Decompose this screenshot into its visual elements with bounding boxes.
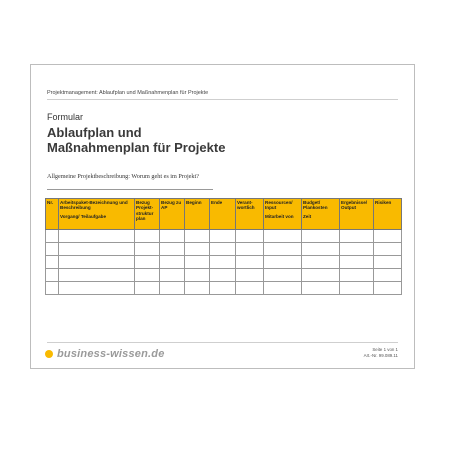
table-cell[interactable] xyxy=(59,243,135,256)
page-title xyxy=(47,125,225,155)
table-cell[interactable] xyxy=(374,243,402,256)
column-header-sublabel: Zeit xyxy=(303,213,312,219)
table-row xyxy=(46,269,402,282)
column-header xyxy=(135,199,160,230)
table-cell[interactable] xyxy=(185,243,210,256)
table-cell[interactable] xyxy=(236,230,264,243)
document-breadcrumb: Projektmanagement: Ablaufplan und Maßnahmenplan für Projekte xyxy=(47,90,209,96)
table-cell[interactable] xyxy=(340,282,374,295)
table-cell[interactable] xyxy=(302,269,340,282)
table-body xyxy=(46,230,402,295)
table-row xyxy=(46,256,402,269)
title-line-2: Maßnahmenplan für Projekte xyxy=(47,140,226,155)
table-cell[interactable] xyxy=(135,256,160,269)
table-cell[interactable] xyxy=(210,256,236,269)
general-description-line xyxy=(47,189,213,190)
table-cell[interactable] xyxy=(46,243,59,256)
table-cell[interactable] xyxy=(185,269,210,282)
table-cell[interactable] xyxy=(160,282,185,295)
plan-table xyxy=(45,198,402,295)
form-label: Formular xyxy=(47,112,84,122)
document-sheet xyxy=(30,64,415,369)
column-header xyxy=(160,199,185,230)
column-header-label: Ergebnisse/ Output xyxy=(341,200,368,211)
table-cell[interactable] xyxy=(135,230,160,243)
table-cell[interactable] xyxy=(264,230,302,243)
table-cell[interactable] xyxy=(210,282,236,295)
table-cell[interactable] xyxy=(135,243,160,256)
table-cell[interactable] xyxy=(374,269,402,282)
table-cell[interactable] xyxy=(160,230,185,243)
logo-text: business-wissen.de xyxy=(57,348,165,360)
table-cell[interactable] xyxy=(59,269,135,282)
table-cell[interactable] xyxy=(210,230,236,243)
column-header xyxy=(340,199,374,230)
table-cell[interactable] xyxy=(160,256,185,269)
table-cell[interactable] xyxy=(264,269,302,282)
table-cell[interactable] xyxy=(264,282,302,295)
table-cell[interactable] xyxy=(236,269,264,282)
table-cell[interactable] xyxy=(185,230,210,243)
table-cell[interactable] xyxy=(374,282,402,295)
table-cell[interactable] xyxy=(46,269,59,282)
table-cell[interactable] xyxy=(160,269,185,282)
column-header xyxy=(210,199,236,230)
column-header xyxy=(236,199,264,230)
table-row xyxy=(46,230,402,243)
table-cell[interactable] xyxy=(46,230,59,243)
column-header-label: Bezug zu AP xyxy=(161,200,182,211)
column-header-label: Budget/ Plankosten xyxy=(303,200,328,211)
table-cell[interactable] xyxy=(236,243,264,256)
general-description-label: Allgemeine Projektbeschreibung: Worum geht es im Projekt? xyxy=(47,173,199,180)
column-header-sublabel: Mitarbeit von xyxy=(265,213,294,219)
table-cell[interactable] xyxy=(302,256,340,269)
table-cell[interactable] xyxy=(46,256,59,269)
table-cell[interactable] xyxy=(135,269,160,282)
brand-logo xyxy=(45,348,165,360)
table-cell[interactable] xyxy=(302,243,340,256)
column-header-label: Arbeitspaket-Bezeichnung und Beschreibung xyxy=(60,200,128,211)
column-header xyxy=(46,199,59,230)
table-cell[interactable] xyxy=(340,243,374,256)
column-header-label: Beginn xyxy=(186,200,202,205)
header-divider xyxy=(47,99,398,100)
table-cell[interactable] xyxy=(185,256,210,269)
column-header xyxy=(185,199,210,230)
table-cell[interactable] xyxy=(46,282,59,295)
table-cell[interactable] xyxy=(185,282,210,295)
table-cell[interactable] xyxy=(374,230,402,243)
table-cell[interactable] xyxy=(340,230,374,243)
table-cell[interactable] xyxy=(160,243,185,256)
table-cell[interactable] xyxy=(264,256,302,269)
table-cell[interactable] xyxy=(59,230,135,243)
column-header xyxy=(302,199,340,230)
table-cell[interactable] xyxy=(302,230,340,243)
footer-divider xyxy=(47,342,398,343)
title-line-1: Ablaufplan und xyxy=(47,125,142,140)
logo-dot-icon xyxy=(45,350,53,358)
table-cell[interactable] xyxy=(236,282,264,295)
page-number: Seite 1 von 1 xyxy=(372,347,398,352)
column-header-label: Risiken xyxy=(375,200,392,205)
table-cell[interactable] xyxy=(264,243,302,256)
table-cell[interactable] xyxy=(59,256,135,269)
table-cell[interactable] xyxy=(59,282,135,295)
table-header-row xyxy=(46,199,402,230)
table-cell[interactable] xyxy=(236,256,264,269)
column-header xyxy=(264,199,302,230)
article-number: Art.-Nr. 99.089.11 xyxy=(363,353,398,358)
column-header-label: Ressourcen/ Input xyxy=(265,200,293,211)
table-cell[interactable] xyxy=(135,282,160,295)
table-cell[interactable] xyxy=(302,282,340,295)
page-info xyxy=(364,347,398,359)
column-header-sublabel: Vorgang/ Teilaufgabe xyxy=(60,213,107,219)
table-row xyxy=(46,282,402,295)
column-header-label: Ende xyxy=(211,200,223,205)
column-header-label: Bezug Projekt-struktur plan xyxy=(136,200,154,222)
column-header-label: Verant-wortlich xyxy=(237,200,255,211)
table-cell[interactable] xyxy=(340,256,374,269)
column-header xyxy=(374,199,402,230)
table-cell[interactable] xyxy=(340,269,374,282)
table-cell[interactable] xyxy=(210,269,236,282)
column-header-label: Nr. xyxy=(47,200,54,205)
table-row xyxy=(46,243,402,256)
table-cell[interactable] xyxy=(210,243,236,256)
column-header xyxy=(59,199,135,230)
table-cell[interactable] xyxy=(374,256,402,269)
